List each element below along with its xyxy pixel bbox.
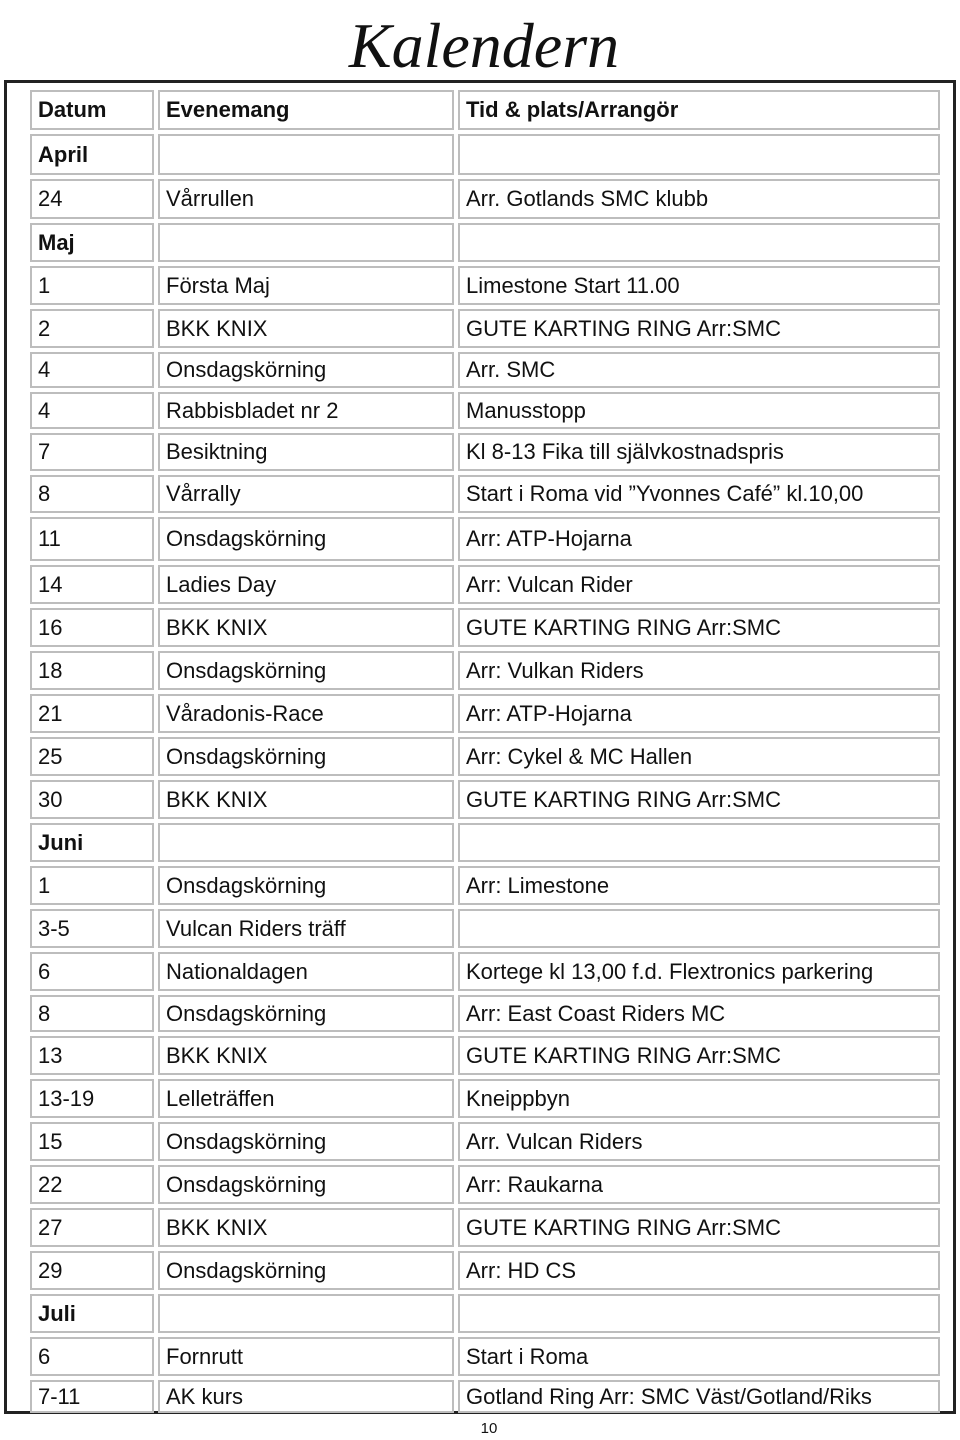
event-cell: Vulcan Riders träff xyxy=(158,909,454,948)
date-cell: 2 xyxy=(30,309,154,348)
date-cell: 8 xyxy=(30,995,154,1032)
table-row xyxy=(30,866,940,905)
table-row xyxy=(30,995,940,1032)
column-header-tid-plats: Tid & plats/Arrangör xyxy=(458,90,940,130)
place-cell: Arr: ATP-Hojarna xyxy=(458,694,940,733)
date-cell: 18 xyxy=(30,651,154,690)
date-cell: Juni xyxy=(30,823,154,862)
table-row xyxy=(30,780,940,819)
place-cell: Arr: Cykel & MC Hallen xyxy=(458,737,940,776)
event-cell: Onsdagskörning xyxy=(158,517,454,561)
place-cell: GUTE KARTING RING Arr:SMC xyxy=(458,1036,940,1075)
date-cell: 7 xyxy=(30,433,154,471)
table-row xyxy=(30,1337,940,1376)
table-row xyxy=(30,952,940,991)
date-cell: 30 xyxy=(30,780,154,819)
place-cell xyxy=(458,1294,940,1333)
date-cell: 13-19 xyxy=(30,1079,154,1118)
place-cell: GUTE KARTING RING Arr:SMC xyxy=(458,608,940,647)
place-cell: GUTE KARTING RING Arr:SMC xyxy=(458,780,940,819)
event-cell xyxy=(158,134,454,175)
table-row xyxy=(30,1380,940,1413)
event-cell: Onsdagskörning xyxy=(158,1251,454,1290)
place-cell: Arr: Limestone xyxy=(458,866,940,905)
place-cell: GUTE KARTING RING Arr:SMC xyxy=(458,1208,940,1247)
date-cell: 24 xyxy=(30,179,154,219)
place-cell: Manusstopp xyxy=(458,392,940,429)
date-cell: 14 xyxy=(30,565,154,604)
date-cell: 1 xyxy=(30,266,154,305)
event-cell: Lelleträffen xyxy=(158,1079,454,1118)
table-row xyxy=(30,1165,940,1204)
place-cell: Kl 8-13 Fika till självkostnadspris xyxy=(458,433,940,471)
place-cell xyxy=(458,909,940,948)
event-cell: Rabbisbladet nr 2 xyxy=(158,392,454,429)
calendar-table xyxy=(26,86,944,1417)
event-cell: Besiktning xyxy=(158,433,454,471)
date-cell: Maj xyxy=(30,223,154,262)
place-cell xyxy=(458,823,940,862)
event-cell: Onsdagskörning xyxy=(158,352,454,388)
table-row xyxy=(30,475,940,513)
place-cell: Arr: Vulkan Riders xyxy=(458,651,940,690)
date-cell: 15 xyxy=(30,1122,154,1161)
date-cell: 16 xyxy=(30,608,154,647)
place-cell: Gotland Ring Arr: SMC Väst/Gotland/Riks xyxy=(458,1380,940,1413)
event-cell: Onsdagskörning xyxy=(158,737,454,776)
table-header-row xyxy=(30,90,940,130)
table-row xyxy=(30,694,940,733)
date-cell: 6 xyxy=(30,1337,154,1376)
place-cell: Limestone Start 11.00 xyxy=(458,266,940,305)
table-row xyxy=(30,909,940,948)
place-cell: Arr: ATP-Hojarna xyxy=(458,517,940,561)
table-row xyxy=(30,1208,940,1247)
event-cell: Onsdagskörning xyxy=(158,995,454,1032)
event-cell: Ladies Day xyxy=(158,565,454,604)
table-row xyxy=(30,309,940,348)
date-cell: 8 xyxy=(30,475,154,513)
event-cell: Onsdagskörning xyxy=(158,1122,454,1161)
place-cell: GUTE KARTING RING Arr:SMC xyxy=(458,309,940,348)
event-cell: BKK KNIX xyxy=(158,309,454,348)
date-cell: 3-5 xyxy=(30,909,154,948)
date-cell: 4 xyxy=(30,352,154,388)
place-cell: Start i Roma xyxy=(458,1337,940,1376)
month-row xyxy=(30,823,940,862)
date-cell: 6 xyxy=(30,952,154,991)
table-row xyxy=(30,1036,940,1075)
table-row xyxy=(30,651,940,690)
table-row xyxy=(30,433,940,471)
date-cell: 27 xyxy=(30,1208,154,1247)
column-header-datum: Datum xyxy=(30,90,154,130)
table-row xyxy=(30,352,940,388)
date-cell: 11 xyxy=(30,517,154,561)
event-cell: Onsdagskörning xyxy=(158,651,454,690)
place-cell xyxy=(458,134,940,175)
event-cell: BKK KNIX xyxy=(158,1208,454,1247)
event-cell xyxy=(158,1294,454,1333)
place-cell: Arr: HD CS xyxy=(458,1251,940,1290)
month-row xyxy=(30,223,940,262)
date-cell: 22 xyxy=(30,1165,154,1204)
place-cell: Arr. Vulcan Riders xyxy=(458,1122,940,1161)
date-cell: 25 xyxy=(30,737,154,776)
place-cell: Arr. Gotlands SMC klubb xyxy=(458,179,940,219)
page-number: 10 xyxy=(480,1420,498,1437)
calendar-body xyxy=(30,90,940,1413)
event-cell: Onsdagskörning xyxy=(158,866,454,905)
event-cell: Nationaldagen xyxy=(158,952,454,991)
table-row xyxy=(30,737,940,776)
date-cell: 1 xyxy=(30,866,154,905)
event-cell: Fornrutt xyxy=(158,1337,454,1376)
event-cell: BKK KNIX xyxy=(158,608,454,647)
place-cell: Start i Roma vid ”Yvonnes Café” kl.10,00 xyxy=(458,475,940,513)
place-cell: Kortege kl 13,00 f.d. Flextronics parkering xyxy=(458,952,940,991)
table-row xyxy=(30,266,940,305)
place-cell: Arr: Vulcan Rider xyxy=(458,565,940,604)
date-cell: 13 xyxy=(30,1036,154,1075)
month-row xyxy=(30,1294,940,1333)
event-cell: Onsdagskörning xyxy=(158,1165,454,1204)
page-title: Kalendern xyxy=(348,10,620,81)
date-cell: 29 xyxy=(30,1251,154,1290)
date-cell: 21 xyxy=(30,694,154,733)
place-cell: Arr. SMC xyxy=(458,352,940,388)
table-row xyxy=(30,392,940,429)
place-cell: Arr: East Coast Riders MC xyxy=(458,995,940,1032)
event-cell: BKK KNIX xyxy=(158,780,454,819)
event-cell: Första Maj xyxy=(158,266,454,305)
column-header-evenemang: Evenemang xyxy=(158,90,454,130)
event-cell: Våradonis-Race xyxy=(158,694,454,733)
date-cell: 7-11 xyxy=(30,1380,154,1413)
place-cell xyxy=(458,223,940,262)
table-row xyxy=(30,1251,940,1290)
month-row xyxy=(30,134,940,175)
event-cell: AK kurs xyxy=(158,1380,454,1413)
event-cell: Vårrullen xyxy=(158,179,454,219)
table-row xyxy=(30,1079,940,1118)
event-cell: Vårrally xyxy=(158,475,454,513)
event-cell: BKK KNIX xyxy=(158,1036,454,1075)
event-cell xyxy=(158,823,454,862)
table-row xyxy=(30,1122,940,1161)
event-cell xyxy=(158,223,454,262)
date-cell: Juli xyxy=(30,1294,154,1333)
table-row xyxy=(30,179,940,219)
place-cell: Arr: Raukarna xyxy=(458,1165,940,1204)
table-row xyxy=(30,608,940,647)
table-row xyxy=(30,517,940,561)
date-cell: April xyxy=(30,134,154,175)
date-cell: 4 xyxy=(30,392,154,429)
table-row xyxy=(30,565,940,604)
place-cell: Kneippbyn xyxy=(458,1079,940,1118)
